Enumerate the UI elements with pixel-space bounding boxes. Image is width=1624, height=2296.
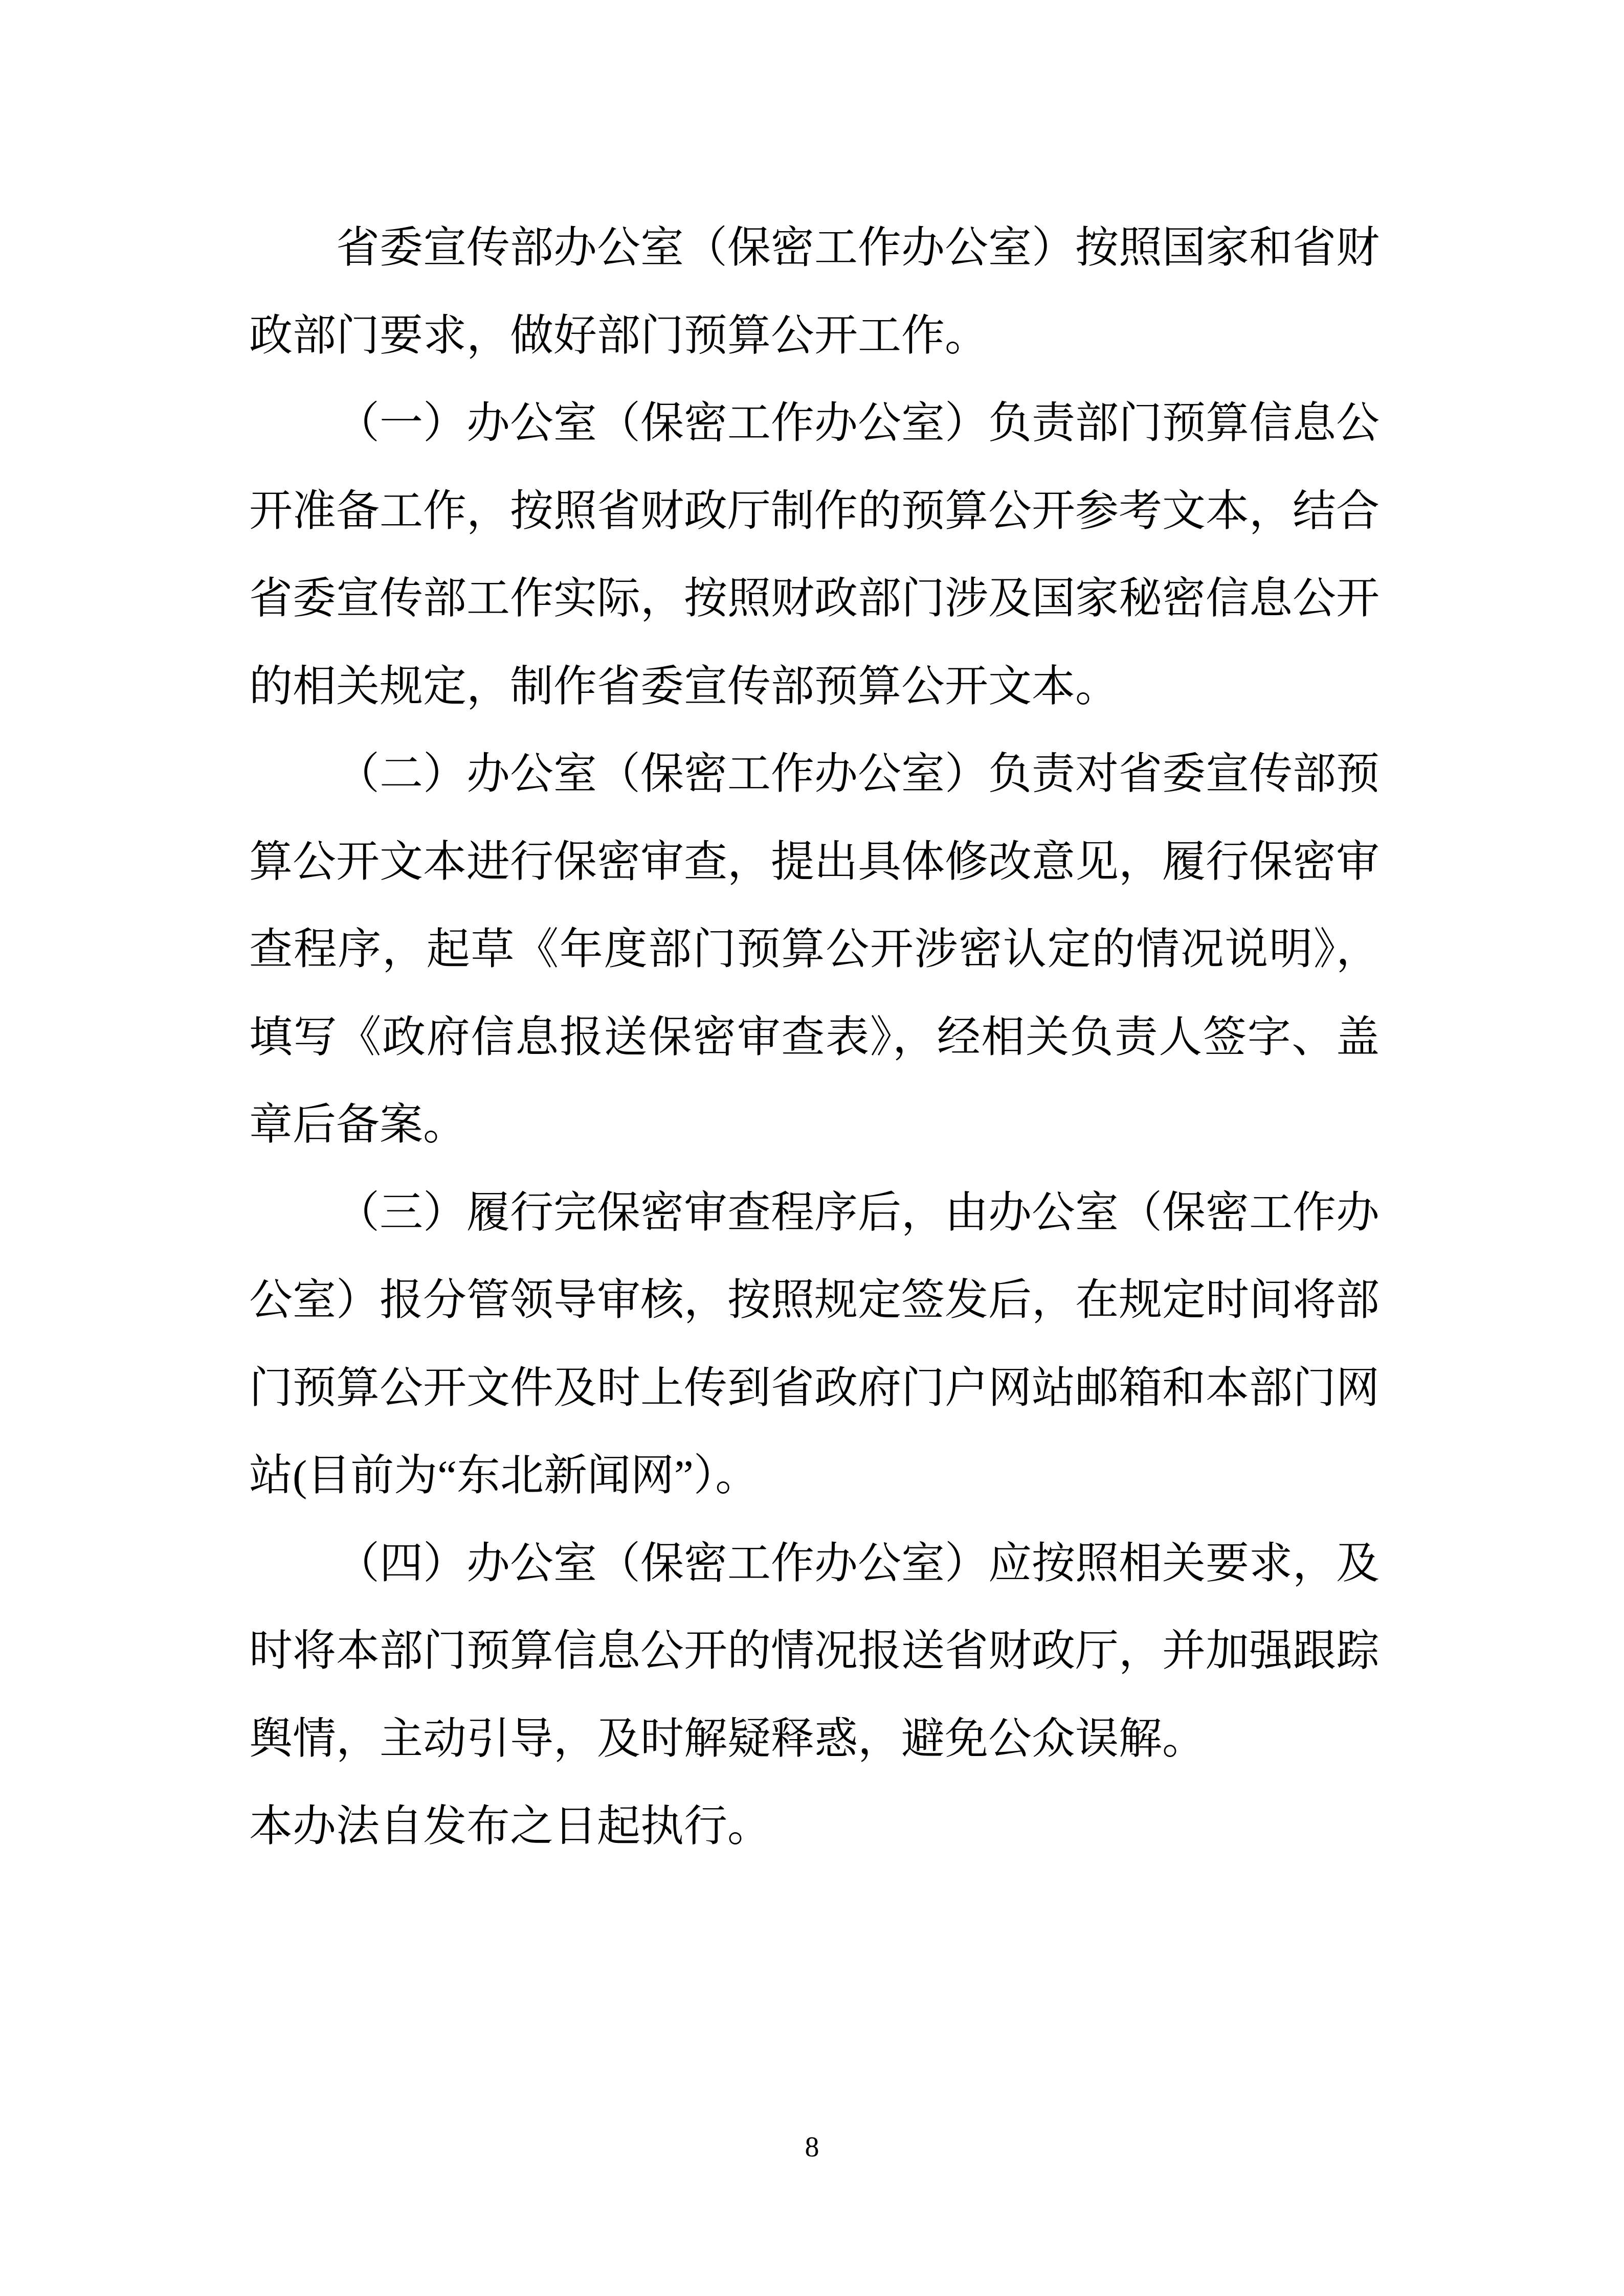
paragraph-2: （一）办公室（保密工作办公室）负责部门预算信息公开准备工作，按照省财政厅制作的预算公开参考文本，结合省委宣传部工作实际，按照财政部门涉及国家秘密信息公开的相关规定，制作省委宣传部预算公开文本。 — [249, 399, 1380, 711]
paragraph-3: （二）办公室（保密工作办公室）负责对省委宣传部预算公开文本进行保密审查，提出具体修改意见，履行保密审查程序，起草《年度部门预算公开涉密认定的情况说明》，填写《政府信息报送保密审查表》，经相关负责人签字、盖章后备案。 — [249, 750, 1380, 1149]
document-body — [249, 205, 1380, 1871]
paragraph-5: （四）办公室（保密工作办公室）应按照相关要求，及时将本部门预算信息公开的情况报送省财政厅，并加强跟踪舆情，主动引导，及时解疑释惑，避免公众误解。 — [249, 1539, 1380, 1763]
page-number: 8 — [805, 2131, 819, 2163]
paragraph-4: （三）履行完保密审查程序后，由办公室（保密工作办公室）报分管领导审核，按照规定签发后，在规定时间将部门预算公开文件及时上传到省政府门户网站邮箱和本部门网站(目前为“东北新闻网”）。 — [249, 1188, 1380, 1500]
page-footer — [0, 2129, 1624, 2166]
paragraph-1: 省委宣传部办公室（保密工作办公室）按照国家和省财政部门要求，做好部门预算公开工作。 — [249, 224, 1380, 360]
paragraph-6: 本办法自发布之日起执行。 — [249, 1803, 771, 1851]
